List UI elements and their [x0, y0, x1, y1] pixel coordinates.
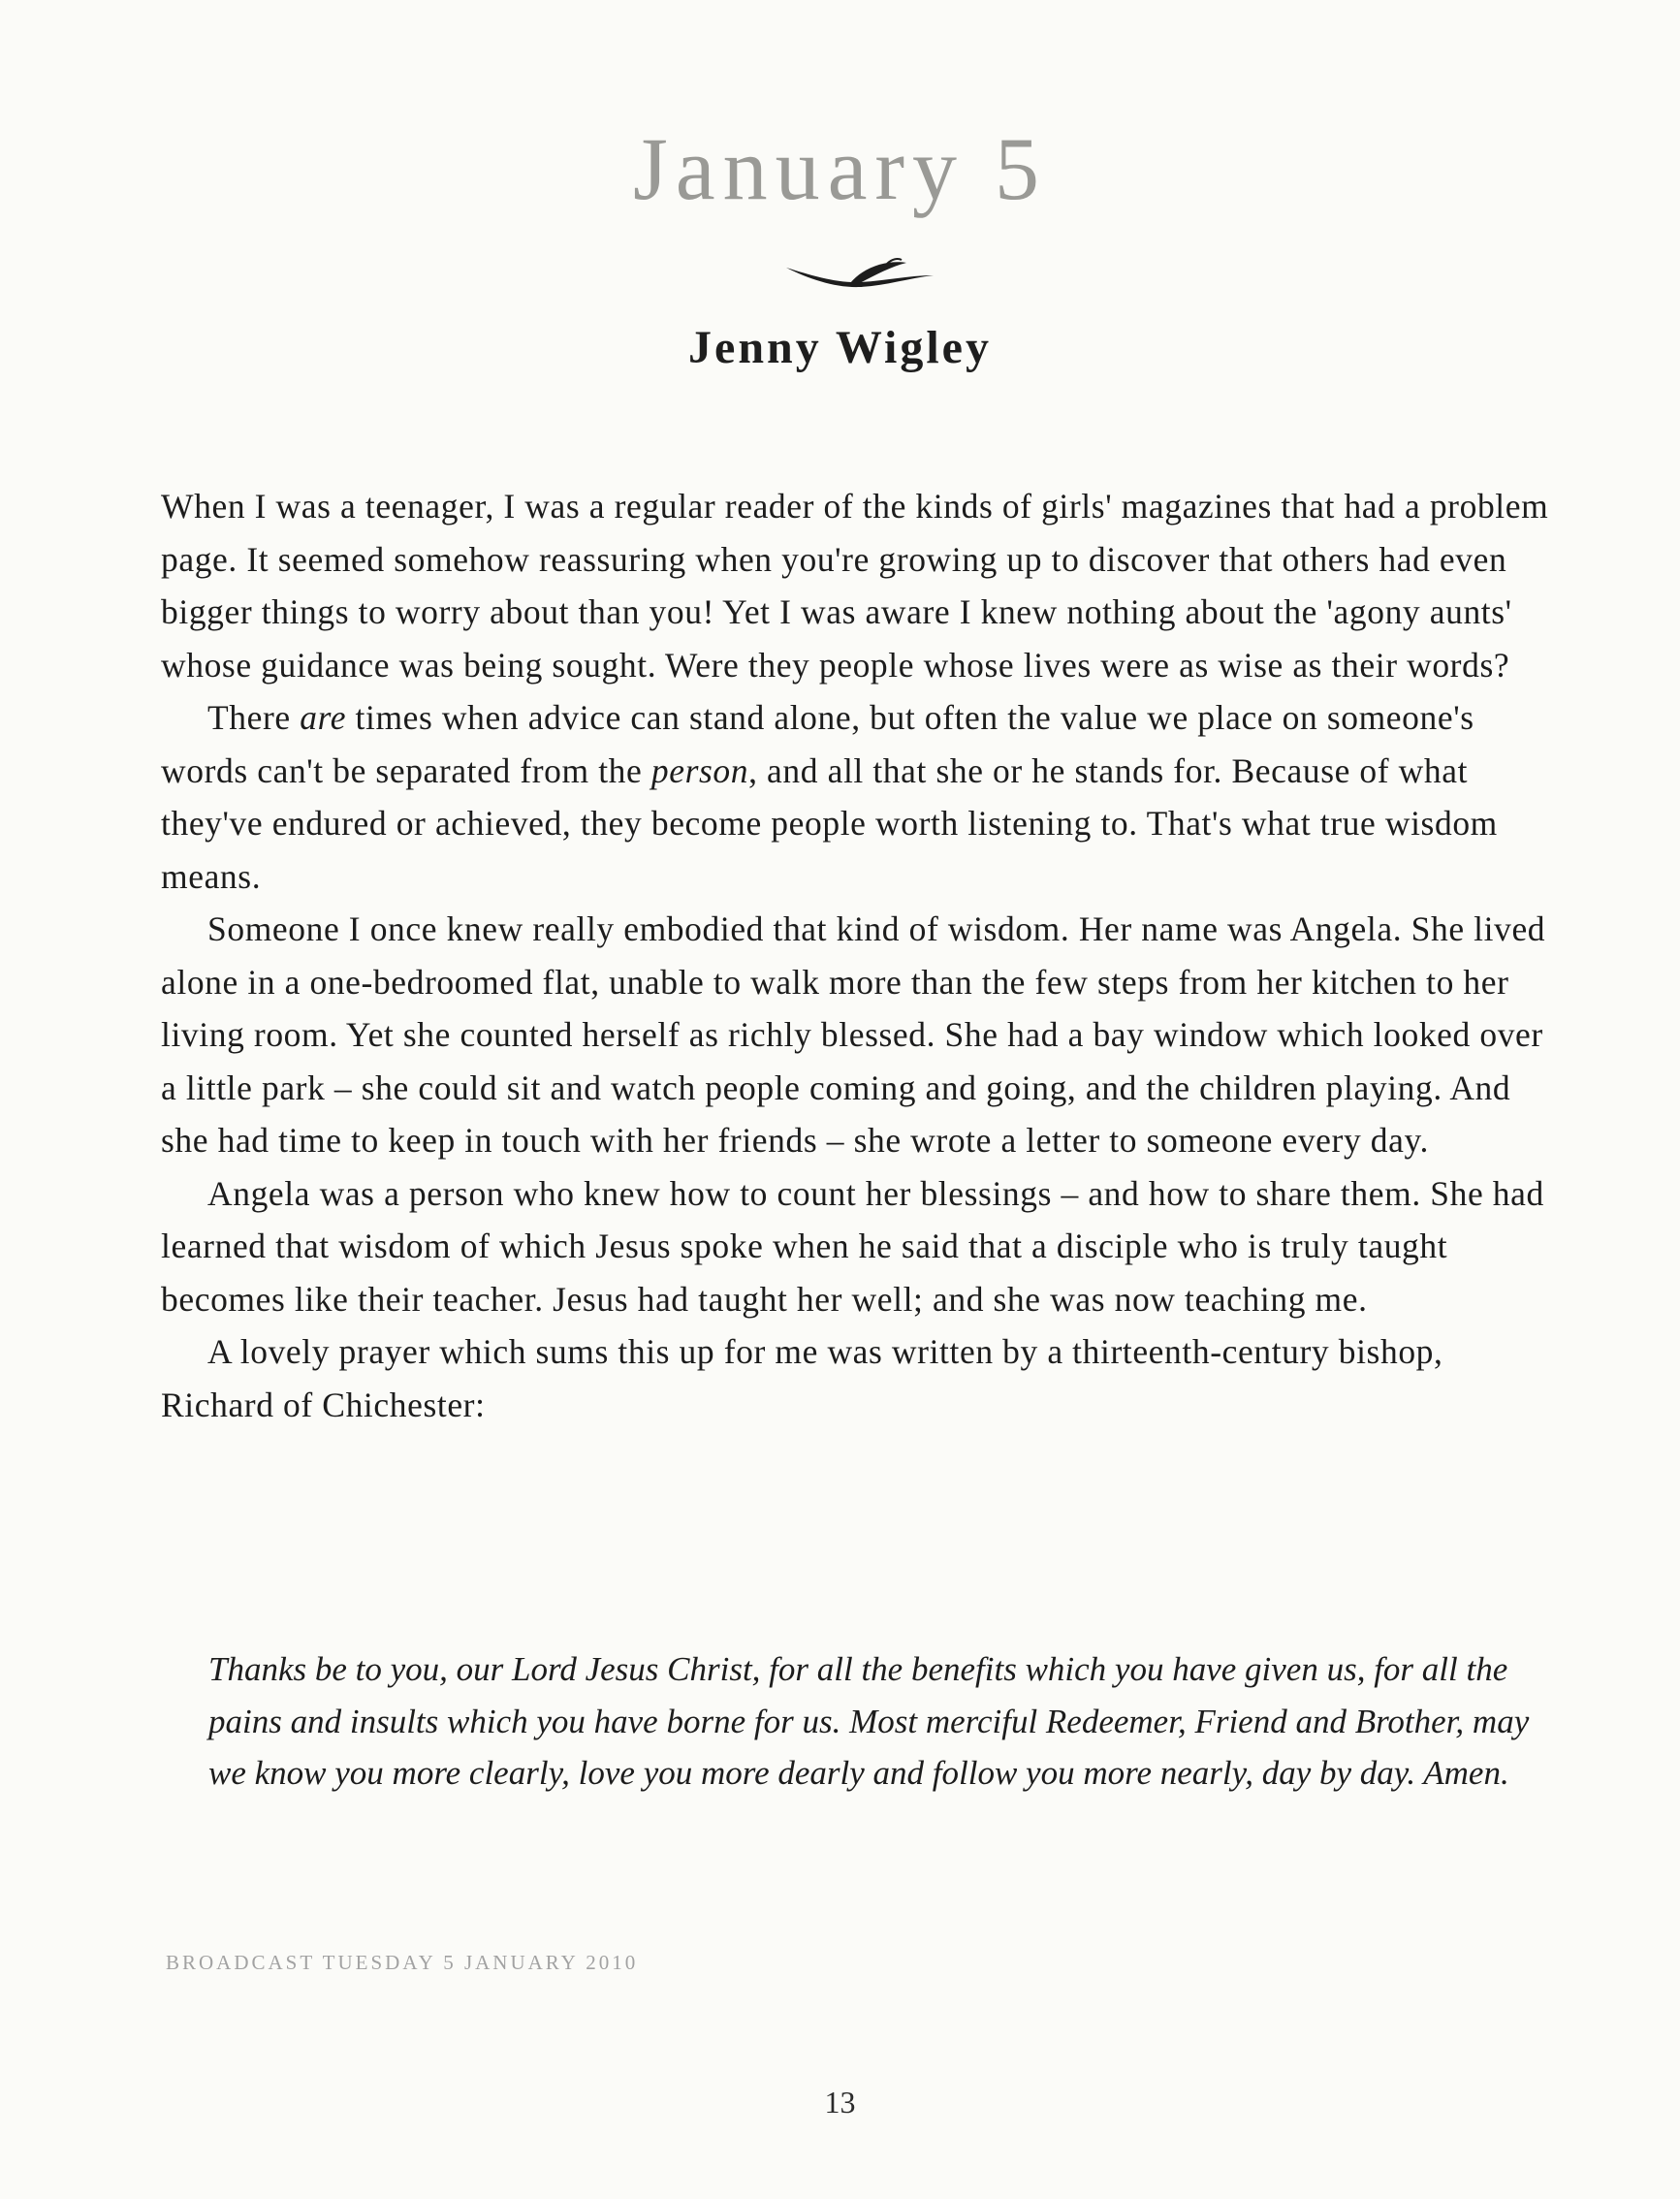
- paragraph-2-part: times when advice can stand alone, but often the value we place on someone's words can't be separated from the: [161, 698, 1474, 790]
- article-body: [161, 480, 1557, 1431]
- paragraph-1: When I was a teenager, I was a regular reader of the kinds of girls' magazines that had a problem page. It seemed somehow reassuring when you're growing up to discover that others had even bigger things to worry about than you! Yet I was aware I knew nothing about the 'agony aunts' whose guidance was being sought. Were they people whose lives were as wise as their words?: [161, 487, 1549, 685]
- broadcast-note: BROADCAST TUESDAY 5 JANUARY 2010: [166, 1951, 639, 1974]
- paragraph-5: A lovely prayer which sums this up for me was written by a thirteenth-century bishop, Richard of Chichester:: [161, 1332, 1443, 1424]
- paragraph-2-part: , and all that she or he stands for. Because of what they've endured or achieved, they become people worth listening to. That's what true wisdom means.: [161, 750, 1498, 896]
- leaf-swash-icon: [782, 254, 937, 293]
- paragraph-4: Angela was a person who knew how to count her blessings – and how to share them. She had learned that wisdom of which Jesus spoke when he said that a disciple who is truly taught becomes like their teacher. Jesus had taught her well; and she was now teaching me.: [161, 1173, 1544, 1319]
- paragraph-3: Someone I once knew really embodied that kind of wisdom. Her name was Angela. She lived alone in a one-bedroomed flat, unable to walk more than the few steps from her kitchen to her living room. Yet she counted herself as richly blessed. She had a bay window which looked over a little park – she could sit and watch people coming and going, and the children playing. And she had time to keep in touch with her friends – she wrote a letter to someone every day.: [161, 909, 1546, 1160]
- emphasis-are: are: [300, 698, 347, 737]
- prayer-quote: Thanks be to you, our Lord Jesus Christ, for all the benefits which you have given us, for all the pains and insults which you have borne for us. Most merciful Redeemer, Friend and Brother, may we know you more clearly, love you more dearly and follow you more nearly, day by day. Amen.: [208, 1650, 1530, 1792]
- author-name: Jenny Wigley: [688, 322, 992, 373]
- emphasis-person: person: [650, 750, 749, 790]
- paragraph-2: [161, 691, 1557, 903]
- date-heading: January 5: [632, 119, 1048, 218]
- paragraph-2-part: There: [207, 698, 301, 737]
- page-number: 13: [824, 2085, 856, 2119]
